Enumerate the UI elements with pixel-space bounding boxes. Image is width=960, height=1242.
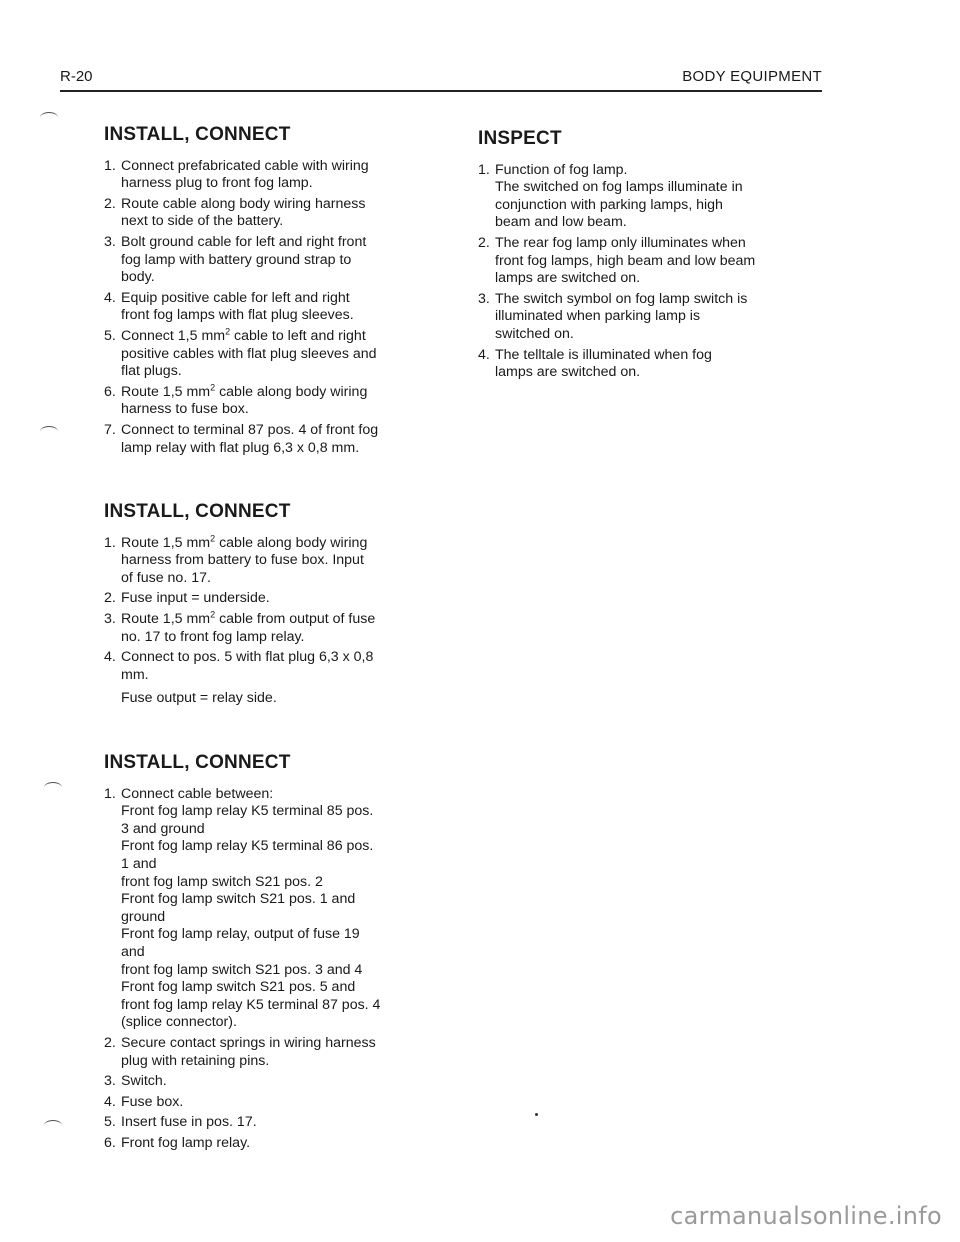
section-heading: INSPECT: [478, 128, 562, 149]
item-text: [121, 649, 434, 708]
list-item: [104, 234, 434, 287]
item-text: [121, 422, 434, 457]
item-text: [121, 290, 434, 325]
item-line: Equip positive cable for left and right: [121, 289, 350, 306]
item-number: 5.: [104, 1114, 116, 1131]
item-line: Function of fog lamp.: [495, 161, 628, 178]
item-line: Connect to terminal 87 pos. 4 of front fog: [121, 421, 379, 438]
list-item: [478, 162, 823, 232]
item-number: 4.: [104, 1093, 116, 1110]
list-item: [104, 1035, 434, 1070]
step-list: [104, 786, 434, 1153]
page-header: [60, 68, 822, 92]
item-number: 1.: [104, 157, 116, 174]
item-line: of fuse no. 17.: [121, 569, 211, 586]
section-heading: INSTALL, CONNECT: [104, 124, 291, 145]
item-line: beam and low beam.: [495, 214, 627, 231]
item-line: ground: [121, 908, 166, 925]
list-item: [104, 422, 434, 457]
item-number: 4.: [104, 649, 116, 666]
item-line: illuminated when parking lamp is: [495, 308, 701, 325]
list-item: [104, 1135, 434, 1153]
list-item: [104, 381, 434, 419]
item-line: next to side of the battery.: [121, 213, 284, 230]
item-number: 7.: [104, 421, 116, 438]
inspect-section: [478, 130, 823, 382]
item-number: 3.: [478, 290, 490, 307]
item-line: The telltale is illuminated when fog: [495, 346, 712, 363]
item-line: Switch.: [121, 1073, 167, 1090]
list-item: [104, 1094, 434, 1112]
item-text: [121, 234, 434, 287]
item-line: body.: [121, 269, 155, 286]
item-text: [121, 590, 434, 608]
item-line: 1 and: [121, 856, 157, 872]
list-item: [478, 235, 823, 288]
list-item: [104, 158, 434, 193]
item-line: Front fog lamp relay.: [121, 1134, 251, 1151]
item-line: fog lamp with battery ground strap to: [121, 251, 352, 268]
item-number: 1.: [104, 534, 116, 551]
item-line: Connect prefabricated cable with wiring: [121, 157, 369, 174]
item-line: Front fog lamp relay K5 terminal 86 pos.: [121, 838, 374, 855]
item-line: harness from battery to fuse box. Input: [121, 552, 364, 569]
item-line: no. 17 to front fog lamp relay.: [121, 628, 305, 645]
item-line: Secure contact springs in wiring harness: [121, 1034, 376, 1051]
item-line: lamps are switched on.: [495, 270, 641, 287]
step-list: [104, 158, 434, 458]
item-line: flat plugs.: [121, 363, 182, 380]
page-number: R-20: [60, 68, 93, 85]
item-text: [121, 158, 434, 193]
chapter-title: BODY EQUIPMENT: [682, 68, 822, 85]
install-section-1: [104, 126, 434, 457]
list-item: [104, 611, 434, 646]
item-text: [121, 1073, 434, 1091]
item-line: Connect cable between:: [121, 785, 274, 802]
item-line: (splice connector).: [121, 1014, 237, 1031]
list-item: [104, 196, 434, 231]
item-text: [121, 1035, 434, 1070]
item-line: Connect to pos. 5 with flat plug 6,3 x 0,8: [121, 649, 374, 666]
watermark: carmanualsonline.info: [670, 1202, 942, 1230]
item-number: 4.: [104, 289, 116, 306]
list-item: [104, 649, 434, 708]
item-note: Fuse output = relay side.: [121, 690, 277, 707]
list-item: [104, 1114, 434, 1132]
item-line: Route 1,5 $mm^2$ cable along body wiring: [121, 381, 368, 400]
item-number: 2.: [104, 1034, 116, 1051]
item-line: lamps are switched on.: [495, 364, 641, 381]
item-number: 2.: [104, 590, 116, 607]
item-text: [121, 611, 434, 646]
item-line: The rear fog lamp only illuminates when: [495, 234, 746, 251]
item-text: [495, 235, 823, 288]
item-number: 6.: [104, 1134, 116, 1151]
item-text: [495, 347, 823, 382]
item-text: [121, 1114, 434, 1132]
item-text: [495, 291, 823, 344]
item-line: Fuse box.: [121, 1093, 184, 1110]
item-number: 3.: [104, 1073, 116, 1090]
item-text: [121, 328, 434, 381]
item-text: [495, 162, 823, 232]
item-line: front fog lamp switch S21 pos. 2: [121, 873, 323, 890]
item-number: 1.: [104, 785, 116, 802]
list-item: [104, 1073, 434, 1091]
list-item: [478, 347, 823, 382]
item-number: 2.: [478, 234, 490, 251]
item-line: front fog lamps, high beam and low beam: [495, 252, 756, 269]
install-section-2: [104, 503, 434, 708]
item-line: Fuse input = underside.: [121, 590, 270, 607]
item-number: 1.: [478, 161, 490, 178]
item-text: [121, 1094, 434, 1112]
item-line: The switched on fog lamps illuminate in: [495, 179, 743, 196]
binder-mark: [44, 1120, 62, 1131]
item-line: harness to fuse box.: [121, 401, 249, 418]
item-line: Insert fuse in pos. 17.: [121, 1114, 257, 1131]
item-line: Route 1,5 $mm^2$ cable from output of fuse: [121, 609, 376, 628]
item-text: [121, 196, 434, 231]
list-item: [104, 590, 434, 608]
item-number: 4.: [478, 346, 490, 363]
item-line: switched on.: [495, 325, 574, 342]
binder-mark: [44, 782, 62, 793]
section-heading: INSTALL, CONNECT: [104, 752, 291, 774]
item-line: positive cables with flat plug sleeves and: [121, 345, 377, 362]
item-number: 5.: [104, 327, 116, 344]
item-number: 2.: [104, 195, 116, 212]
item-line: Bolt ground cable for left and right front: [121, 233, 367, 250]
item-line: Front fog lamp switch S21 pos. 1 and: [121, 891, 356, 908]
item-line: plug with retaining pins.: [121, 1052, 270, 1069]
list-item: [104, 532, 434, 588]
item-line: front fog lamp switch S21 pos. 3 and 4: [121, 961, 363, 978]
item-line: Route 1,5 $mm^2$ cable along body wiring: [121, 532, 368, 551]
item-number: 3.: [104, 611, 116, 628]
item-text: [121, 532, 434, 588]
binder-mark: [40, 112, 58, 123]
right-column: [478, 130, 823, 385]
install-section-3: [104, 754, 434, 1152]
item-line: Connect 1,5 $mm^2$ cable to left and right: [121, 326, 366, 344]
item-line: Front fog lamp switch S21 pos. 5 and: [121, 979, 356, 996]
item-number: 6.: [104, 383, 116, 400]
item-line: lamp relay with flat plug 6,3 x 0,8 mm.: [121, 439, 360, 456]
stray-dot: [535, 1113, 538, 1116]
item-line: front fog lamp relay K5 terminal 87 pos. 4: [121, 996, 381, 1013]
list-item: [104, 786, 434, 1032]
item-line: Front fog lamp relay K5 terminal 85 pos.: [121, 803, 374, 820]
item-line: front fog lamps with flat plug sleeves.: [121, 307, 354, 324]
item-line: Front fog lamp relay, output of fuse 19: [121, 926, 360, 943]
list-item: [478, 291, 823, 344]
step-list: [478, 162, 823, 382]
section-heading: INSTALL, CONNECT: [104, 501, 291, 523]
binder-mark: [40, 426, 58, 437]
item-text: [121, 786, 434, 1032]
item-line: The switch symbol on fog lamp switch is: [495, 290, 748, 307]
item-line: harness plug to front fog lamp.: [121, 175, 313, 192]
list-item: [104, 290, 434, 325]
list-item: [104, 328, 434, 381]
item-line: and: [121, 943, 145, 960]
item-line: 3 and ground: [121, 820, 205, 837]
step-list: [104, 532, 434, 708]
item-text: [121, 1135, 434, 1153]
item-line: mm.: [121, 666, 149, 683]
item-text: [121, 381, 434, 419]
item-line: conjunction with parking lamps, high: [495, 196, 723, 213]
left-column: [104, 126, 434, 1199]
item-number: 3.: [104, 233, 116, 250]
item-line: Route cable along body wiring harness: [121, 195, 366, 212]
